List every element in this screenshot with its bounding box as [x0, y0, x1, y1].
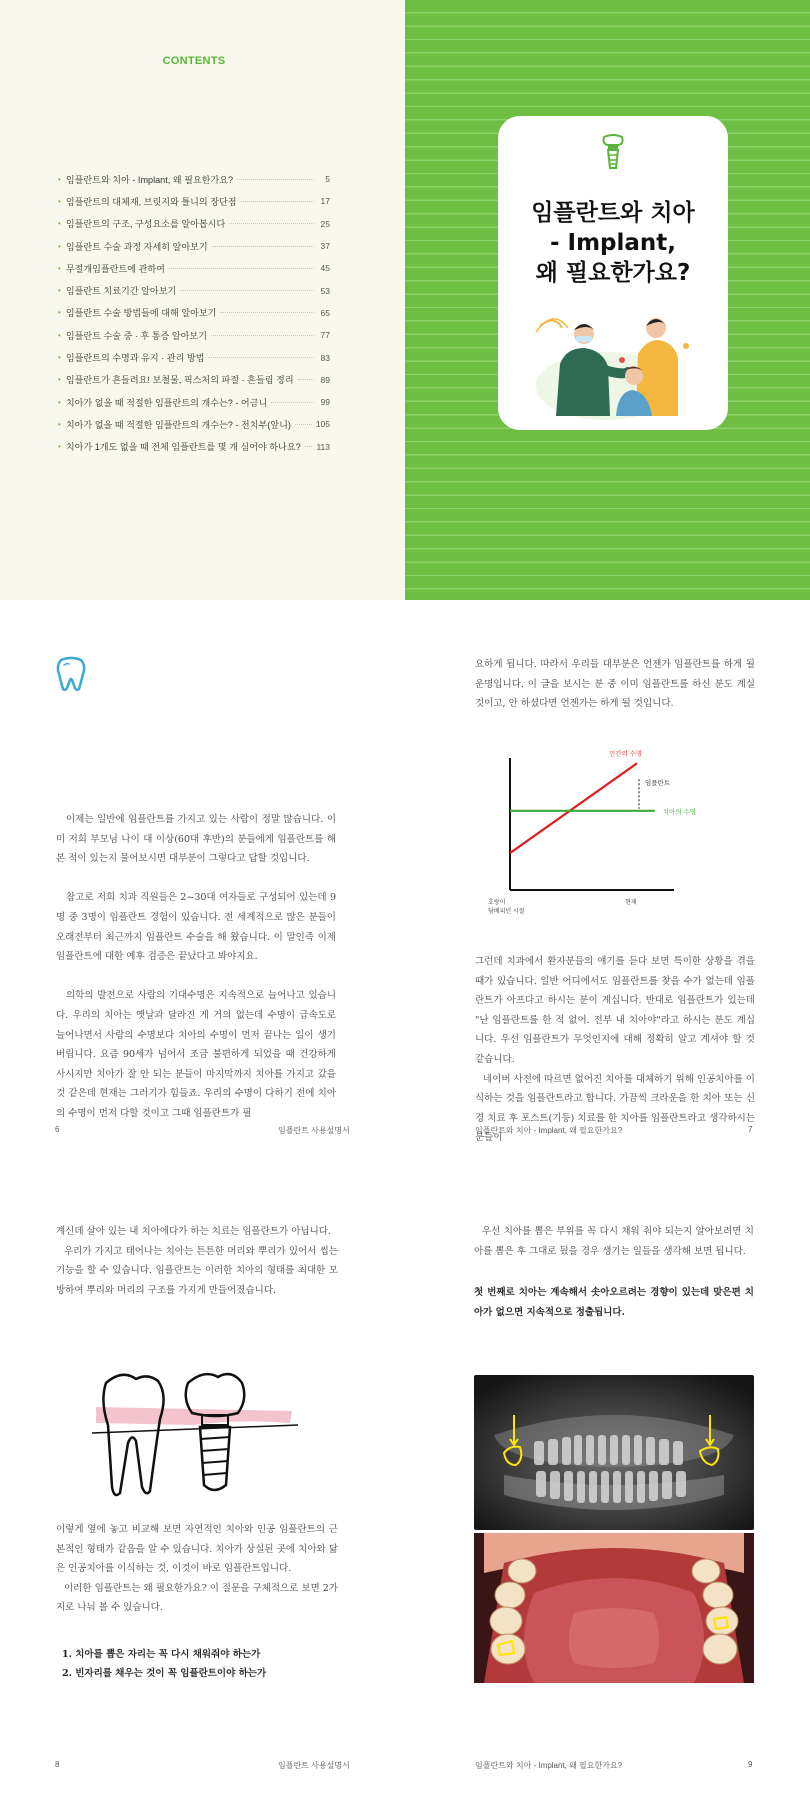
toc-item-page: 45	[320, 263, 330, 274]
page-7-paragraph: 네이버 사전에 따르면 없어진 치아를 대체하기 위해 인공치아를 이식하는 것을 임플란트라고 합니다. 가끔씩 크라운을 한 치아 또는 신경 치료 후 포스트(기둥) 치료를 한 치아를 임플란트라고 생각하시는 분들이	[475, 1073, 755, 1144]
implant-icon	[600, 134, 626, 170]
toc-item[interactable]	[58, 302, 330, 324]
toc-item[interactable]	[58, 436, 330, 458]
question-list	[62, 1645, 322, 1683]
toc-item-page: 65	[320, 307, 330, 318]
page-8-top-text	[56, 1222, 338, 1300]
toc-item-title: 임플란트의 대체재, 브릿지와 틀니의 장단점	[65, 196, 237, 207]
toc-item-title: 임플란트 수술 중 · 후 통증 알아보기	[65, 330, 207, 341]
page-8-paragraph: 우리가 가지고 태어나는 치아는 튼튼한 머리와 뿌리가 있어서 씹는 기능을 할 수 있습니다. 임플란트는 이러한 치아의 형태를 최대한 모방하여 뿌리와 머리의 구조를 가지게 만들어졌습니다.	[56, 1245, 338, 1296]
toc-item[interactable]	[58, 279, 330, 301]
chart-x-tick-label: 호랑이 담배피던 시절	[488, 900, 525, 915]
chapter-title-card	[498, 116, 728, 430]
bullet-icon: •	[58, 263, 61, 273]
toc-leader-dots	[241, 201, 314, 202]
toc-item-title: 임플란트가 흔들려요! 보철물, 픽스처의 파절 · 흔들림 정리	[65, 375, 294, 386]
page-9-paragraph: 우선 치아를 뽑은 부위를 꼭 다시 채워 줘야 되는지 알아보려면 치아를 뽑은 후 그대로 뒀을 경우 생기는 일들을 생각해 보면 됩니다.	[474, 1226, 754, 1257]
toc-item-page: 99	[320, 397, 330, 408]
bullet-icon: •	[58, 419, 61, 429]
running-title: 임플란트 사용설명서	[278, 1761, 350, 1770]
toc-item-title: 무절개임플란트에 관하여	[65, 263, 165, 274]
toc-leader-dots	[180, 290, 314, 291]
dentist-illustration	[526, 306, 706, 424]
tooth-icon	[55, 656, 87, 692]
bullet-icon: •	[58, 375, 61, 385]
toc-item-title: 임플란트 치료기간 알아보기	[65, 286, 177, 297]
bullet-icon: •	[58, 241, 61, 251]
running-title: 임플란트와 치아 - Implant, 왜 필요한가요?	[475, 1126, 623, 1135]
bullet-icon: •	[58, 397, 61, 407]
bullet-icon: •	[58, 442, 61, 452]
toc-item-page: 5	[325, 174, 330, 185]
toc-item-title: 임플란트 수술 과정 자세히 알아보기	[65, 241, 208, 252]
toc-item-page: 25	[320, 218, 330, 229]
chart-x-tick-label: 현재	[625, 900, 637, 906]
toc-leader-dots	[208, 357, 314, 358]
page-9-emphasis: 첫 번째로 치아는 계속해서 솟아오르려는 경향이 있는데 맞은편 치아가 없으면 지속적으로 정출됩니다.	[474, 1287, 754, 1318]
toc-item[interactable]	[58, 257, 330, 279]
bullet-icon: •	[58, 308, 61, 318]
toc-item[interactable]	[58, 346, 330, 368]
chart-series-line	[510, 763, 637, 853]
toc-item[interactable]	[58, 213, 330, 235]
toc-leader-dots	[212, 246, 314, 247]
tooth-vs-implant-drawing	[92, 1365, 298, 1501]
chapter-title-line-2: - Implant,	[549, 230, 677, 256]
toc-item-page: 113	[316, 441, 330, 452]
toc-item-title: 임플란트와 치아 - Implant, 왜 필요한가요?	[65, 174, 234, 185]
page-number: 9	[748, 1760, 753, 1769]
list-item: 1. 치아를 뽑은 자리는 꼭 다시 채워줘야 하는가	[62, 1649, 261, 1660]
chapter-title-line-3: 왜 필요한가요?	[535, 260, 691, 286]
page-8-paragraph: 계신데 살아 있는 내 치아에다가 하는 치료는 임플란트가 아닙니다.	[56, 1226, 331, 1237]
bullet-icon: •	[58, 286, 61, 296]
toc-item-title: 임플란트의 구조, 구성요소를 알아봅시다	[65, 219, 226, 230]
toc-item-page: 53	[320, 285, 330, 296]
chart-annotation-label: 임플란트	[645, 780, 671, 788]
toc-leader-dots	[295, 424, 312, 425]
toc-leader-dots	[169, 268, 314, 269]
toc-leader-dots	[211, 335, 314, 336]
contents-heading: CONTENTS	[162, 55, 226, 67]
toc-item[interactable]	[58, 235, 330, 257]
toc-item[interactable]	[58, 391, 330, 413]
running-title: 임플란트 사용설명서	[278, 1126, 350, 1135]
page-6-paragraph: 참고로 저희 치과 직원들은 2~30대 여자들로 구성되어 있는데 9명 중 3명이 임플란트 경험이 있습니다. 전 세계적으로 많은 분들이 오래전부터 최근까지 임플란트 수술을 해 왔습니다. 이 말인즉 이제 임플란트에 대한 예후 검증은 끝났다고 봐야지요.	[56, 892, 336, 963]
toc-leader-dots	[271, 402, 314, 403]
toc-item[interactable]	[58, 413, 330, 435]
chapter-cover-page	[405, 0, 810, 600]
page-8-paragraph: 이러한 임플란트는 왜 필요한가요? 이 질문을 구체적으로 보면 2가지로 나눠 볼 수 있습니다.	[56, 1582, 338, 1614]
chart-series-label: 인간의 수명	[609, 750, 643, 758]
panoramic-xray-image	[474, 1375, 754, 1530]
bullet-icon: •	[58, 219, 61, 229]
page-number: 7	[748, 1125, 753, 1134]
intraoral-photo	[474, 1533, 754, 1683]
chapter-title	[498, 198, 728, 288]
toc-item-title: 치아가 없을 때 적절한 임플란트의 개수는? - 어금니	[65, 397, 268, 408]
contents-page	[0, 0, 405, 600]
toc-leader-dots	[237, 179, 314, 180]
toc-leader-dots	[298, 379, 314, 380]
bullet-icon: •	[58, 330, 61, 340]
page-6-paragraph: 이제는 일반에 임플란트를 가지고 있는 사람이 정말 많습니다. 이미 저희 부모님 나이 대 이상(60대 후반)의 분들에게 임플란트를 해 본 적이 있는지 물어보시면 대부분이 그렇다고 답할 것입니다.	[56, 814, 336, 865]
toc-item-page: 105	[315, 419, 330, 430]
bullet-icon: •	[58, 196, 61, 206]
toc-item[interactable]	[58, 324, 330, 346]
page-number: 8	[55, 1760, 60, 1769]
chapter-title-line-1: 임플란트와 치아	[531, 200, 695, 226]
toc-item-title: 임플란트 수술 방법들에 대해 알아보기	[65, 308, 217, 319]
page-7-paragraph: 그런데 치과에서 환자분들의 얘기를 듣다 보면 특이한 상황을 겪을 때가 있습니다. 일반 어디에서도 임플란트를 찾을 수가 없는데 임플란트가 아프다고 하시는 분이 계십니다. 반대로 임플란트가 있는데 "난 임플란트를 한 적 없어. 전부 내 치아야"라고 하시는 분도 계십니다. 우선 임플란트가 무엇인지에 대해 정확히 알고 계셔야 할 것 같습니다.	[475, 956, 755, 1065]
toc-item-title: 치아가 1개도 없을 때 전체 임플란트를 몇 개 심어야 하나요?	[65, 442, 301, 453]
page-7-body	[475, 952, 755, 1148]
page-8-body	[56, 1520, 338, 1618]
page-6-body	[56, 810, 336, 1143]
page-number: 6	[55, 1125, 60, 1134]
running-title: 임플란트와 치아 - Implant, 왜 필요한가요?	[475, 1761, 623, 1770]
toc-item-page: 83	[320, 352, 330, 363]
page-9-top-text	[474, 1222, 754, 1261]
table-of-contents	[58, 168, 330, 458]
chart-series-label: 치아의 수명	[662, 808, 696, 816]
toc-item-page: 89	[320, 374, 330, 385]
toc-item-page: 37	[320, 241, 330, 252]
toc-leader-dots	[305, 446, 313, 447]
toc-item[interactable]	[58, 190, 330, 212]
toc-item[interactable]	[58, 369, 330, 391]
list-item: 2. 빈자리를 채우는 것이 꼭 임플란트이야 하는가	[62, 1668, 267, 1679]
toc-item-title: 임플란트의 수명과 유지 · 관리 방법	[65, 353, 205, 364]
bullet-icon: •	[58, 353, 61, 363]
lifespan-chart	[484, 740, 754, 930]
toc-leader-dots	[220, 312, 314, 313]
page-8-paragraph: 이렇게 옆에 놓고 비교해 보면 자연적인 치아와 인공 임플란트의 근본적인 형태가 같음을 알 수 있습니다. 치아가 상실된 곳에 치아와 닮은 인공치아를 이식하는 것, 이것이 바로 임플란트입니다.	[56, 1524, 338, 1575]
page-7-top-text: 요하게 됩니다. 따라서 우리들 대부분은 언젠가 임플란트를 하게 될 운명입니다. 이 글을 보시는 분 중 이미 임플란트를 하신 분도 계실 것이고, 안 하셨다면 언젠가는 하게 될 것입니다.	[475, 659, 755, 710]
bullet-icon: •	[58, 174, 61, 184]
toc-item-page: 17	[320, 196, 330, 207]
page-6-paragraph: 의학의 발전으로 사람의 기대수명은 지속적으로 늘어나고 있습니다. 우리의 치아는 옛날과 달라진 게 거의 없는데 수명이 급속도로 늘어나면서 사람의 수명보다 치아의 수명이 먼저 끝나는 일이 생기 버립니다. 요즘 90세가 넘어서 조금 불편하게 되었을 때 건강하게 사시지만 치아가 잘 안 되는 분들이 마지막까지 치아를 가지고 갔을 것 같은데 현재는 그러기가 힘들죠. 우리의 수명이 다하기 전에 치아의 수명이 먼저 다할 것이고 그때 임플란트가 필	[56, 990, 336, 1119]
toc-item[interactable]	[58, 168, 330, 190]
toc-item-page: 77	[320, 330, 330, 341]
toc-item-title: 치아가 없을 때 적절한 임플란트의 개수는? - 전치부(앞니)	[65, 419, 291, 430]
toc-leader-dots	[229, 223, 314, 224]
